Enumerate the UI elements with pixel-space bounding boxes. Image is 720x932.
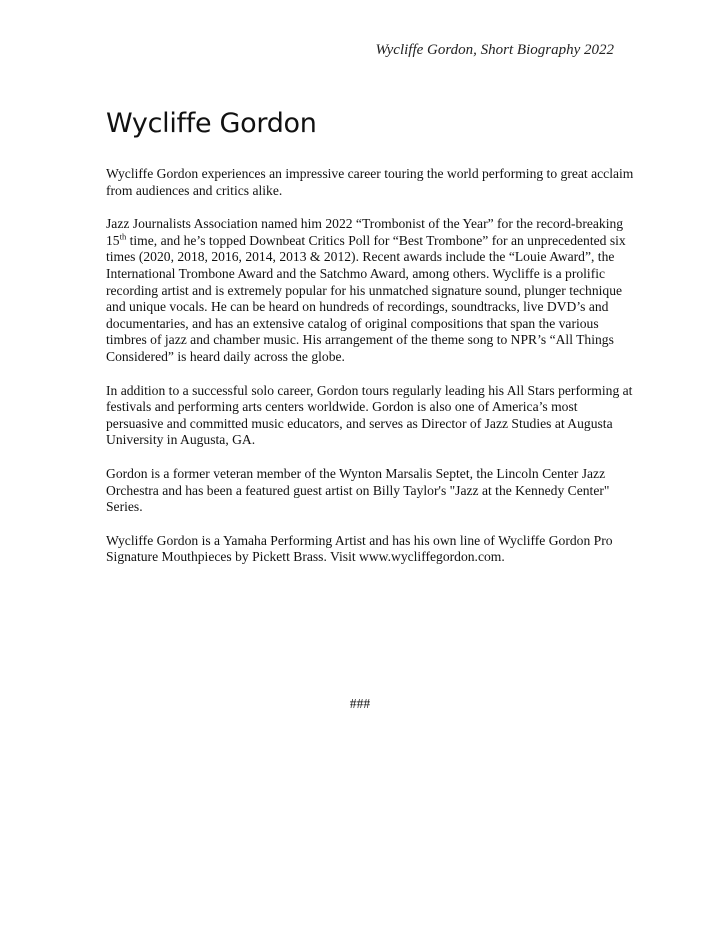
paragraph-intro: Wycliffe Gordon experiences an impressive career touring the world performing to great acclaim from audiences and critics alike.	[106, 166, 634, 198]
paragraph-career: In addition to a successful solo career, Gordon tours regularly leading his All Stars performing at festivals and performing arts centers worldwide. Gordon is also one of America’s most persuasive and committed music educators, and serves as Director of Jazz Studies at Augusta University in Augusta, GA.	[106, 382, 633, 448]
paragraph-awards-rest: time, and he’s topped Downbeat Critics Poll for “Best Trombone” for an unprecedented six times (2020, 2018, 2016, 2014, 2013 & 2012). Recent awards include the “Louie Award”, the International Trombone Award and the Satchmo Award, among others. Wycliffe is a prolific recording artist and is extremely popular for his unmatched signature sound, plunger technique and unique vocals. He can be heard on hundreds of recordings, soundtracks, live DVD’s and documentaries, and has an extensive catalog of original compositions that span the various timbres of jazz and chamber music. His arrangement of the theme song to NPR’s “All Things Considered” is heard daily across the globe.	[106, 232, 626, 364]
document-title: Wycliffe Gordon	[106, 108, 317, 139]
paragraph-awards	[106, 216, 636, 365]
end-of-document-mark: ###	[349, 696, 371, 711]
paragraph-awards-start: Jazz Journalists Association named him 2022 “Trombonist of the Year” for the record-breaking 15	[106, 216, 624, 248]
ordinal-superscript: th	[119, 231, 127, 242]
biography-body	[106, 166, 636, 583]
paragraph-sponsorship: Wycliffe Gordon is a Yamaha Performing Artist and has his own line of Wycliffe Gordon Pro Signature Mouthpieces by Pickett Brass. Visit www.wycliffegordon.com.	[106, 532, 613, 565]
running-header: Wycliffe Gordon, Short Biography 2022	[375, 42, 614, 58]
paragraph-membership: Gordon is a former veteran member of the Wynton Marsalis Septet, the Lincoln Center Jazz Orchestra and has been a featured guest artist on Billy Taylor's "Jazz at the Kennedy Center" Series.	[106, 465, 610, 515]
